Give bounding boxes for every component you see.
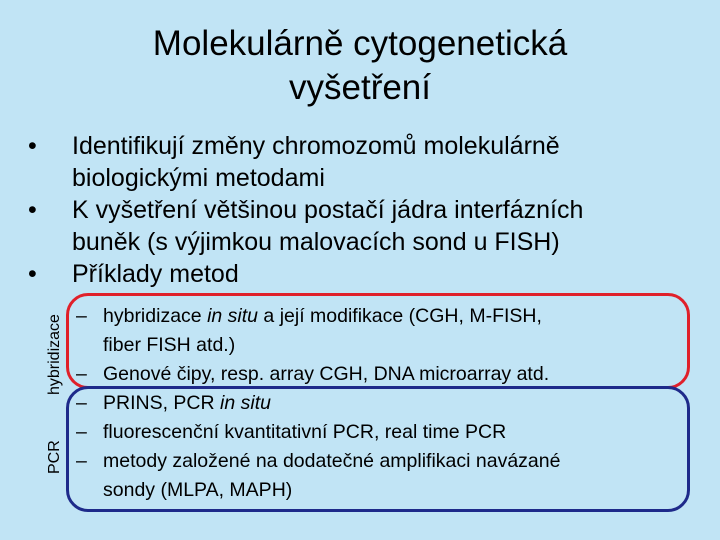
method-text-line1: Genové čipy, resp. array CGH, DNA microarray atd. xyxy=(103,363,550,385)
method-item xyxy=(76,447,686,505)
method-text-line2: fiber FISH atd.) xyxy=(103,334,236,356)
bullet-text-line2: biologickými metodami xyxy=(72,164,325,192)
slide-title xyxy=(0,22,720,110)
bullet-item xyxy=(28,194,708,258)
method-text-line1: metody založené na dodatečné amplifikaci navázané xyxy=(103,450,561,472)
pcr-side-label: PCR xyxy=(46,440,63,474)
method-text: PRINS, PCR xyxy=(103,392,221,414)
method-marker: – xyxy=(76,363,87,385)
bullet-text-line1: Identifikují změny chromozomů molekulárně xyxy=(72,132,560,160)
bullet-list xyxy=(28,130,708,290)
bullet-marker: • xyxy=(28,132,37,160)
method-text: hybridizace xyxy=(103,305,208,327)
hybridization-side-label: hybridizace xyxy=(46,314,63,395)
bullet-text-line1: K vyšetření většinou postačí jádra interfázních xyxy=(72,196,584,224)
method-text-italic: in situ xyxy=(220,392,271,414)
method-text-italic: in situ xyxy=(207,305,259,327)
method-item xyxy=(76,360,686,389)
bullet-item xyxy=(28,130,708,194)
slide-title-line1: Molekulárně cytogenetická xyxy=(152,24,568,63)
method-marker: – xyxy=(76,305,87,327)
method-marker: – xyxy=(76,450,87,472)
method-text-line1: fluorescenční kvantitativní PCR, real time PCR xyxy=(103,421,507,443)
bullet-item xyxy=(28,258,708,290)
slide-title-line2: vyšetření xyxy=(289,68,431,107)
method-item xyxy=(76,389,686,418)
method-item xyxy=(76,302,686,360)
bullet-marker: • xyxy=(28,260,37,288)
method-marker: – xyxy=(76,392,87,414)
bullet-text-line2: buněk (s výjimkou malovacích sond u FISH) xyxy=(72,228,560,256)
method-text: a její modifikace (CGH, M-FISH, xyxy=(258,305,542,327)
method-text-line1 xyxy=(103,302,686,331)
method-text-line2: sondy (MLPA, MAPH) xyxy=(103,479,293,501)
method-text-line1 xyxy=(103,389,686,418)
method-item xyxy=(76,418,686,447)
bullet-text-line1: Příklady metod xyxy=(72,260,239,288)
method-list xyxy=(76,302,686,505)
bullet-marker: • xyxy=(28,196,37,224)
method-marker: – xyxy=(76,421,87,443)
